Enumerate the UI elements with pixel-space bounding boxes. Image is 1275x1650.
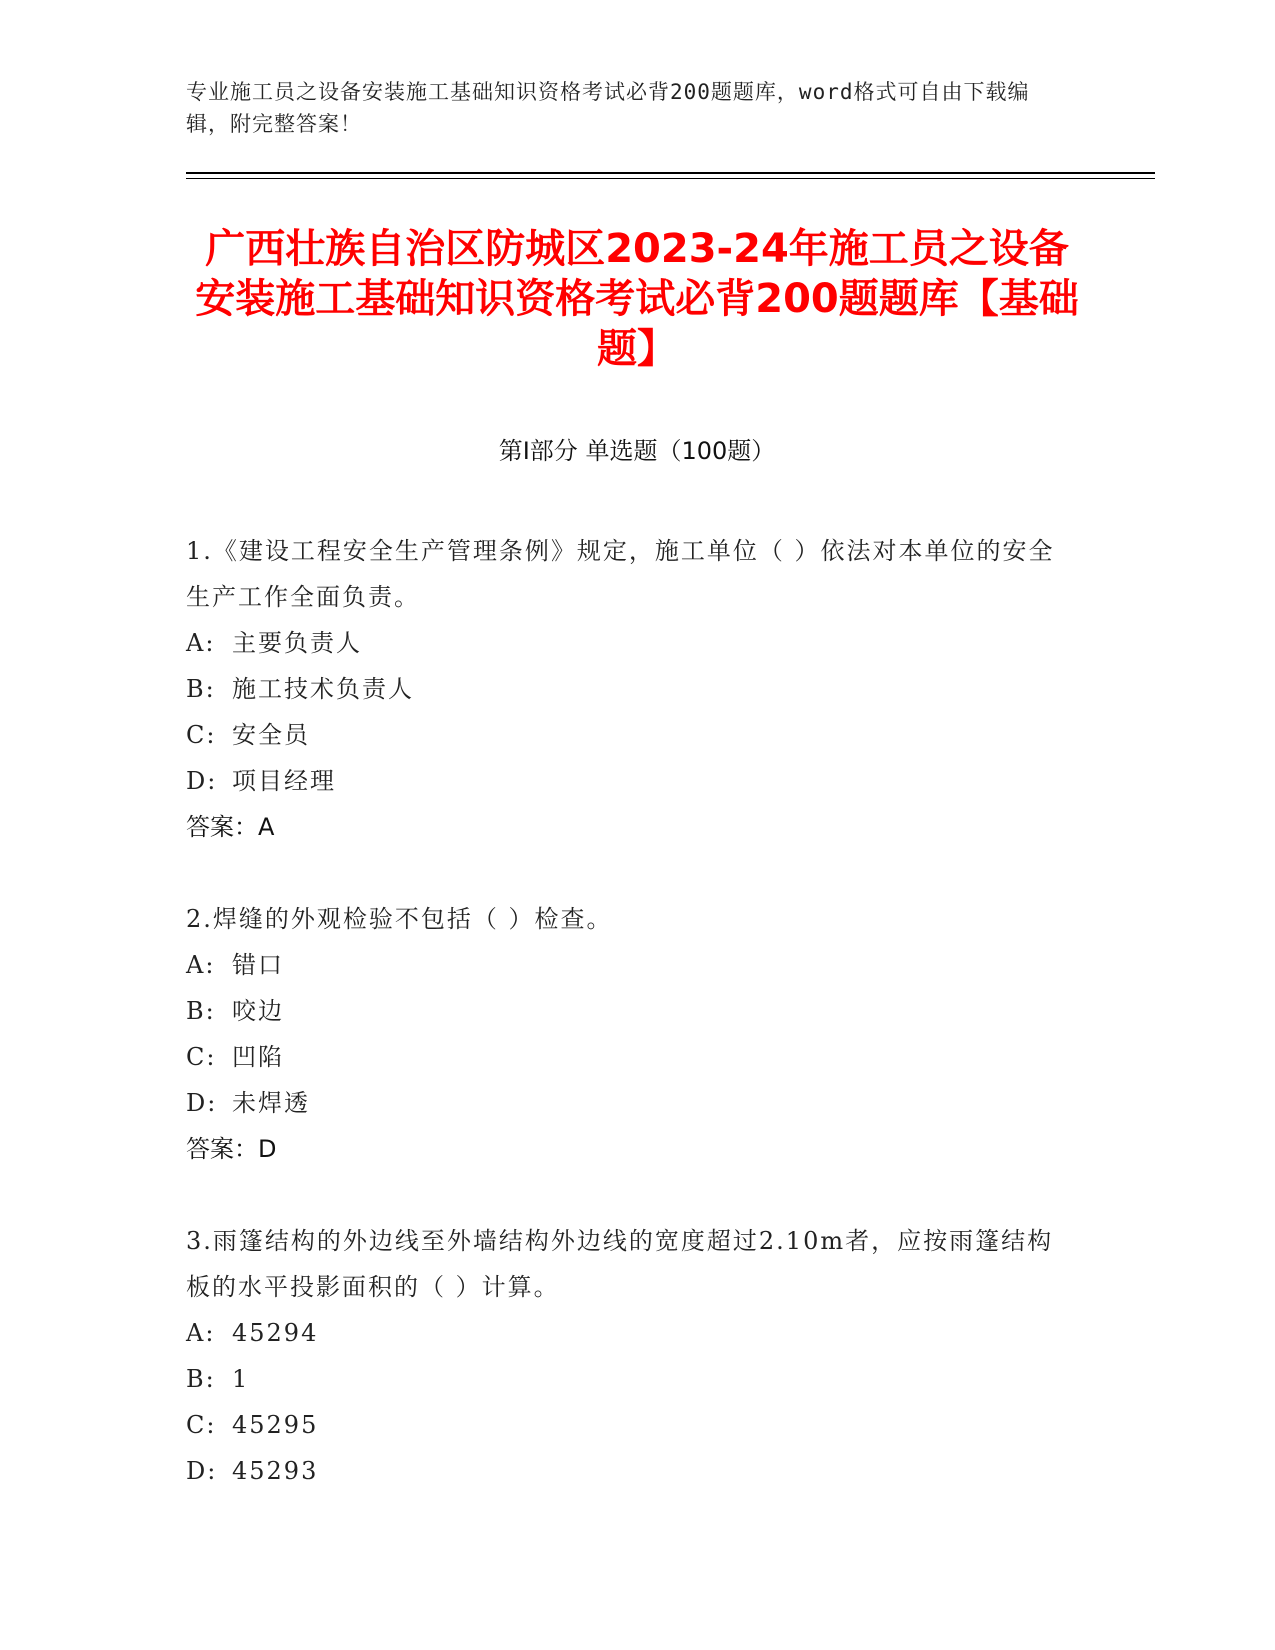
option-a [186, 1310, 1066, 1356]
question-1 [186, 528, 1066, 850]
option-text: 施工技术负责人 [232, 675, 414, 703]
option-text: 45294 [232, 1319, 319, 1347]
document-title: 广西壮族自治区防城区2023-24年施工员之设备安装施工基础知识资格考试必背200题题库【基础题】 [195, 226, 1079, 372]
option-b [186, 666, 1066, 712]
question-stem: 2.焊缝的外观检验不包括（ ）检查。 [186, 905, 613, 933]
option-letter: A: [186, 1319, 216, 1347]
answer-line [186, 804, 1066, 850]
question-3 [186, 1218, 1066, 1494]
option-d [186, 758, 1066, 804]
question-stem: 3.雨篷结构的外边线至外墙结构外边线的宽度超过2.10m者，应按雨篷结构板的水平投影面积的（ ）计算。 [186, 1227, 1054, 1301]
section-title: 第Ⅰ部分 单选题（100题） [498, 437, 776, 465]
option-text: 未焊透 [232, 1089, 310, 1117]
option-letter: B: [186, 1365, 216, 1393]
option-letter: D: [186, 1089, 218, 1117]
option-text: 45295 [232, 1411, 319, 1439]
option-text: 1 [232, 1365, 250, 1393]
option-text: 项目经理 [232, 767, 336, 795]
answer-label: 答案： [186, 813, 258, 841]
option-a [186, 942, 1066, 988]
option-text: 凹陷 [232, 1043, 284, 1071]
option-c [186, 1034, 1066, 1080]
answer-value: A [258, 813, 275, 841]
option-a [186, 620, 1066, 666]
question-2 [186, 896, 1066, 1172]
option-d [186, 1080, 1066, 1126]
option-c [186, 712, 1066, 758]
option-text: 错口 [232, 951, 284, 979]
option-letter: C: [186, 721, 217, 749]
option-letter: B: [186, 675, 216, 703]
option-letter: B: [186, 997, 216, 1025]
option-letter: C: [186, 1043, 217, 1071]
header-note: 专业施工员之设备安装施工基础知识资格考试必背200题题库，word格式可自由下载编辑，附完整答案！ [186, 80, 1030, 136]
option-text: 45293 [232, 1457, 319, 1485]
answer-value: D [258, 1135, 277, 1163]
option-letter: C: [186, 1411, 217, 1439]
option-c [186, 1402, 1066, 1448]
option-text: 安全员 [232, 721, 310, 749]
option-b [186, 1356, 1066, 1402]
option-text: 咬边 [232, 997, 284, 1025]
question-stem: 1.《建设工程安全生产管理条例》规定，施工单位（ ）依法对本单位的安全生产工作全面负责。 [186, 537, 1055, 611]
option-text: 主要负责人 [232, 629, 362, 657]
option-letter: A: [186, 629, 216, 657]
header-rule-thick [186, 172, 1155, 174]
option-d [186, 1448, 1066, 1494]
answer-line [186, 1126, 1066, 1172]
option-letter: D: [186, 1457, 218, 1485]
option-b [186, 988, 1066, 1034]
option-letter: D: [186, 767, 218, 795]
question-list [186, 528, 1066, 1540]
answer-label: 答案： [186, 1135, 258, 1163]
header-rule-thin [186, 178, 1155, 179]
option-letter: A: [186, 951, 216, 979]
